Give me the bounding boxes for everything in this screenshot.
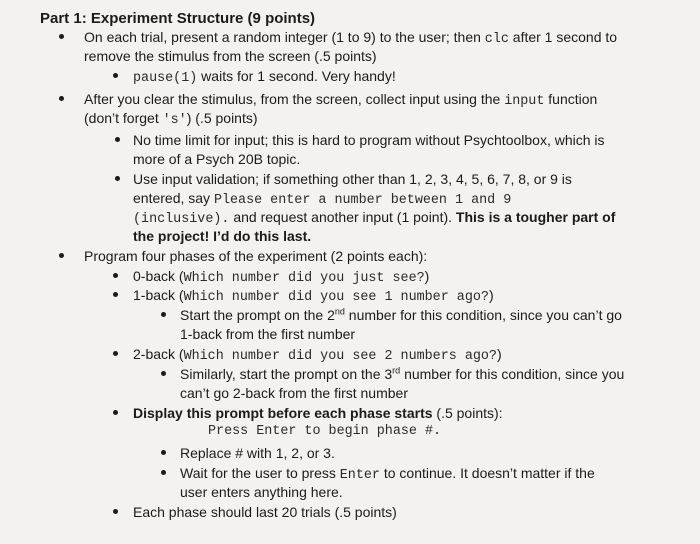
bullet-icon [115, 137, 120, 142]
bullet-icon [113, 292, 118, 297]
bullet-icon [161, 371, 166, 376]
item-1-line-1: On each trial, present a random integer (1 to 9) to the user; then clc after 1 second to [84, 29, 618, 47]
item-2-line-2: (don’t forget 's') (.5 points) [84, 110, 258, 128]
bullet-icon [59, 96, 64, 101]
item-2-sub-2-line-2: entered, say Please enter a number between 1 and 9 [133, 190, 512, 208]
phase-length-line: Each phase should last 20 trials (.5 points) [133, 504, 397, 520]
bullet-icon [113, 410, 118, 415]
bullet-icon [161, 450, 166, 455]
bullet-icon [113, 509, 118, 514]
display-note-1: Replace # with 1, 2, or 3. [180, 445, 335, 461]
display-note-2-line-2: user enters anything here. [180, 484, 343, 500]
bullet-icon [113, 351, 118, 356]
phase-2-note-line-2: can’t go 2-back from the first number [180, 385, 408, 401]
bullet-icon [59, 253, 64, 258]
phase-1-note-line-1: Start the prompt on the 2nd number for this condition, since you can’t go [180, 306, 622, 323]
phase-2-note-line-1: Similarly, start the prompt on the 3rd number for this condition, since you [180, 365, 625, 382]
item-2-sub-1-line-1: No time limit for input; this is hard to program without Psychtoolbox, which is [133, 132, 605, 148]
item-2-line-1: After you clear the stimulus, from the screen, collect input using the input function [84, 91, 598, 109]
display-prompt-line: Display this prompt before each phase starts (.5 points): [133, 405, 503, 421]
item-3-line-1: Program four phases of the experiment (2 points each): [84, 248, 428, 264]
bullet-icon [161, 470, 166, 475]
phase-2-back: 2-back (Which number did you see 2 numbers ago?) [133, 346, 502, 364]
bullet-icon [113, 73, 118, 78]
phase-1-note-line-2: 1-back from the first number [180, 326, 356, 342]
bullet-icon [113, 273, 118, 278]
display-note-2-line-1: Wait for the user to press Enter to continue. It doesn’t matter if the [180, 465, 595, 483]
item-2-sub-2-line-4: the project! I’d do this last. [133, 228, 312, 244]
bullet-icon [59, 34, 64, 39]
item-1-line-2: remove the stimulus from the screen (.5 points) [84, 48, 377, 64]
prompt-text: Press Enter to begin phase #. [208, 424, 442, 439]
phase-0-back: 0-back (Which number did you just see?) [133, 268, 430, 286]
phase-1-back: 1-back (Which number did you see 1 number ago?) [133, 287, 494, 305]
item-1-sub-1: pause(1) waits for 1 second. Very handy! [133, 68, 396, 86]
item-2-sub-2-line-1: Use input validation; if something other than 1, 2, 3, 4, 5, 6, 7, 8, or 9 is [133, 171, 572, 187]
item-2-sub-2-line-3: (inclusive). and request another input (1 point). This is a tougher part of [133, 209, 616, 227]
bullet-icon [161, 312, 166, 317]
section-heading: Part 1: Experiment Structure (9 points) [40, 10, 316, 27]
bullet-icon [115, 176, 120, 181]
item-2-sub-1-line-2: more of a Psych 20B topic. [133, 151, 301, 167]
